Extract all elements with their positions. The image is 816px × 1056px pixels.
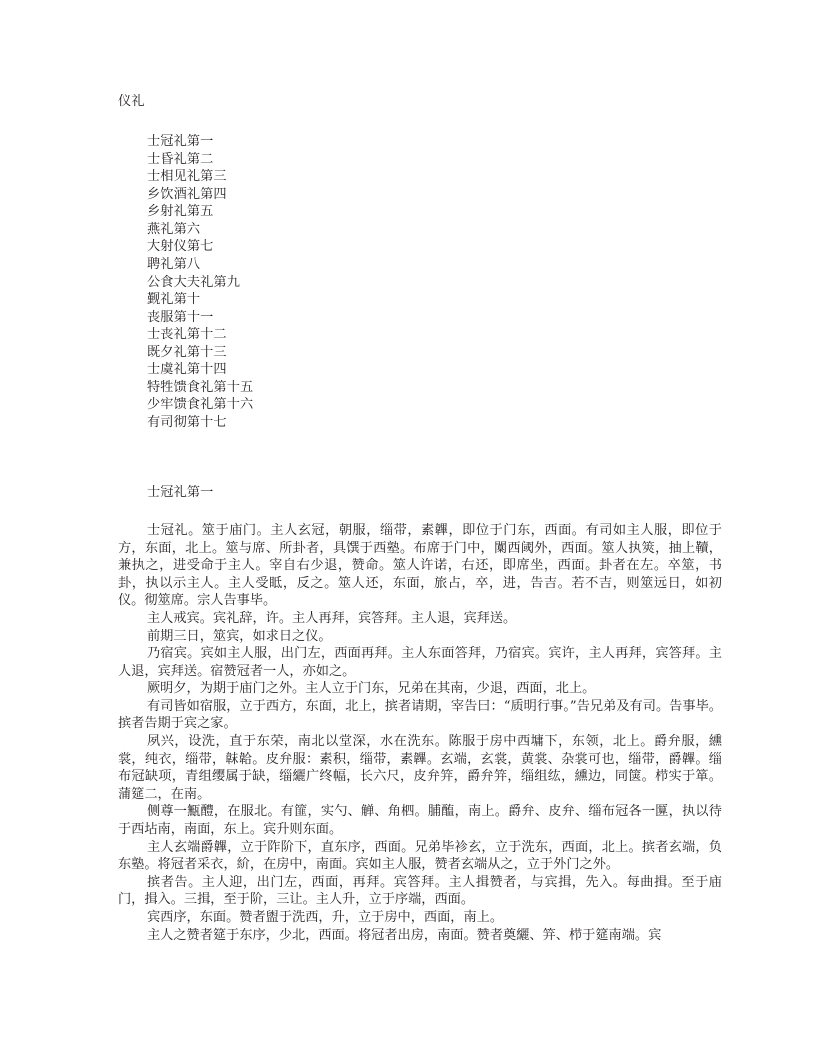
section-heading: 士冠礼第一 xyxy=(147,485,214,501)
paragraph: 厥明夕，为期于庙门之外。主人立于门东，兄弟在其南，少退，西面，北上。 xyxy=(147,681,596,697)
toc-item[interactable]: 士相见礼第三 xyxy=(147,169,227,185)
paragraph: 主人之赞者筵于东序，少北，西面。将冠者出房，南面。赞者奠纚、笄、栉于筵南端。宾 xyxy=(147,927,662,943)
toc-item[interactable]: 聘礼第八 xyxy=(147,256,201,272)
toc-item[interactable]: 乡饮酒礼第四 xyxy=(147,186,227,202)
toc-item[interactable]: 公食大夫礼第九 xyxy=(147,274,241,290)
section-spacer xyxy=(118,431,722,484)
toc-item[interactable]: 特牲馈食礼第十五 xyxy=(147,379,254,395)
paragraph: 主人玄端爵韠，立于阼阶下，直东序，西面。兄弟毕袗玄，立于洗东，西面，北上。摈者玄端，负东塾。将冠者采衣，紒，在房中，南面。宾如主人服，赞者玄端从之，立于外门之外。 xyxy=(118,839,722,873)
table-of-contents xyxy=(118,133,722,431)
toc-item[interactable]: 既夕礼第十三 xyxy=(147,344,227,360)
body-text xyxy=(118,522,722,944)
toc-item[interactable]: 有司彻第十七 xyxy=(147,414,227,430)
toc-item[interactable]: 觐礼第十 xyxy=(147,292,201,308)
paragraph: 摈者告。主人迎，出门左，西面，再拜。宾答拜。主人揖赞者，与宾揖，先入。每曲揖。至于庙门，揖入。三揖，至于阶，三让。主人升，立于序端，西面。 xyxy=(118,874,722,908)
toc-item[interactable]: 丧服第十一 xyxy=(147,309,214,325)
toc-item[interactable]: 士丧礼第十二 xyxy=(147,327,227,343)
toc-item[interactable]: 大射仪第七 xyxy=(147,239,214,255)
paragraph: 有司皆如宿服，立于西方，东面，北上，摈者请期，宰告曰：“质明行事。”告兄弟及有司。告事毕。摈者告期于宾之家。 xyxy=(118,698,722,732)
toc-item[interactable]: 少牢馈食礼第十六 xyxy=(147,397,254,413)
heading-spacer xyxy=(118,502,722,522)
paragraph: 士冠礼。筮于庙门。主人玄冠，朝服，缁带，素韠，即位于门东，西面。有司如主人服，即位于方，东面，北上。筮与席、所卦者，具馔于西塾。布席于门中，闑西阈外，西面。筮人执筴，抽上韇，兼执之，进受命于主人。宰自右少退，赞命。筮人许诺，右还，即席坐，西面。卦者在左。卒筮，书卦，执以示主人。主人受眡，反之。筮人还，东面，旅占，卒，进，告吉。若不吉，则筮远日，如初仪。彻筮席。宗人告事毕。 xyxy=(118,522,722,609)
paragraph: 侧尊一甒醴，在服北。有篚，实勺、觯、角柶。脯醢，南上。爵弁、皮弁、缁布冠各一匴，执以待于西坫南，南面，东上。宾升则东面。 xyxy=(118,804,722,838)
toc-item[interactable]: 士昏礼第二 xyxy=(147,151,214,167)
toc-item[interactable]: 士冠礼第一 xyxy=(147,134,214,150)
paragraph: 乃宿宾。宾如主人服，出门左，西面再拜。主人东面答拜，乃宿宾。宾许，主人再拜，宾答拜。主人退，宾拜送。宿赞冠者一人，亦如之。 xyxy=(118,646,722,679)
paragraph: 宾西序，东面。赞者盥于洗西，升，立于房中，西面，南上。 xyxy=(147,910,504,925)
toc-item[interactable]: 士虞礼第十四 xyxy=(147,362,227,378)
toc-item[interactable]: 燕礼第六 xyxy=(147,221,201,237)
paragraph: 主人戒宾。宾礼辞，许。主人再拜，宾答拜。主人退，宾拜送。 xyxy=(147,610,517,626)
document-title: 仪礼 xyxy=(118,94,145,109)
toc-item[interactable]: 乡射礼第五 xyxy=(147,204,214,220)
paragraph: 前期三日，筮宾，如求日之仪。 xyxy=(147,628,332,644)
paragraph: 夙兴，设洗，直于东荣，南北以堂深，水在洗东。陈服于房中西墉下，东领，北上。爵弁服，纁裳，纯衣，缁带，韎韐。皮弁服：素积，缁带，素韠。玄端，玄裳，黄裳、杂裳可也，缁带，爵韠。缁布冠缺项，青组缨属于缺，缁纚广终幅，长六尺，皮弁笄，爵弁笄，缁组纮，纁边，同箧。栉实于箪。蒲筵二，在南。 xyxy=(118,734,722,802)
